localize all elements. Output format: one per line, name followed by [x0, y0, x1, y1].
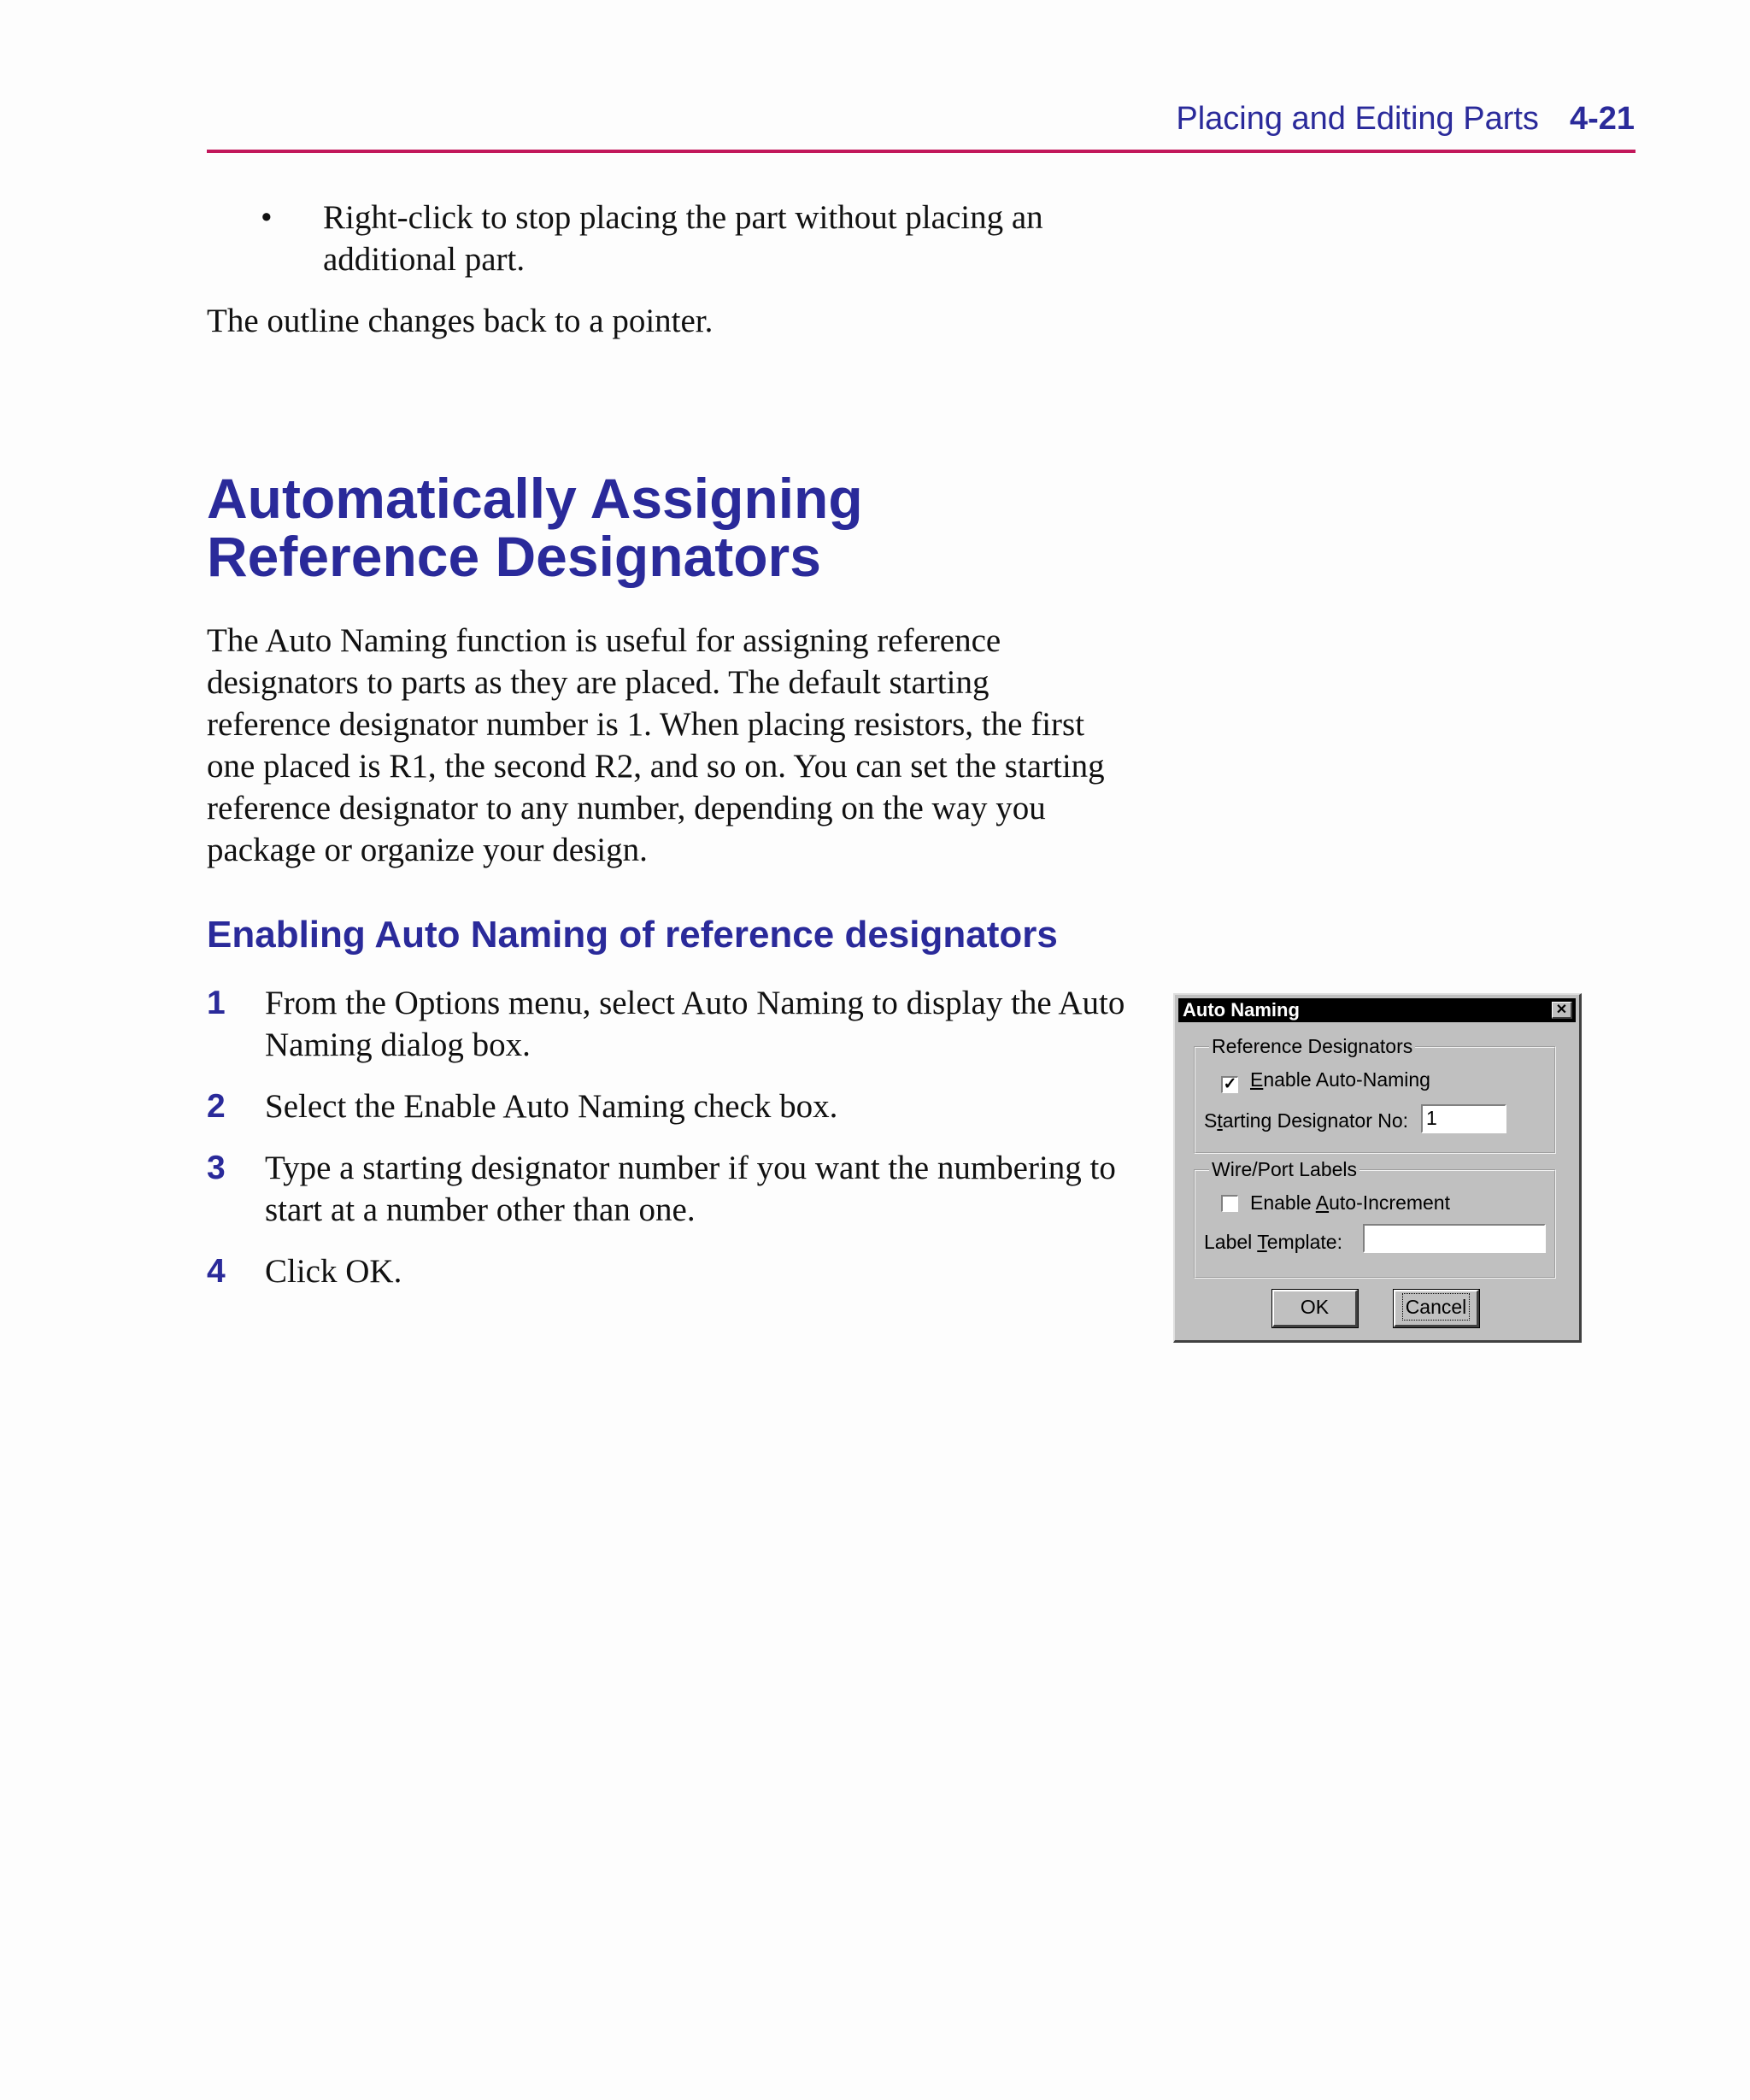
outline-paragraph: The outline changes back to a pointer. — [207, 303, 714, 339]
dialog-title: Auto Naming — [1183, 999, 1300, 1021]
step-number: 1 — [207, 985, 226, 1021]
label-template-input[interactable] — [1363, 1224, 1546, 1253]
section-title: Placing and Editing Parts — [1176, 101, 1539, 137]
checkbox-label: Enable Auto-Naming — [1250, 1068, 1430, 1091]
bullet-text: Right-click to stop placing the part without placing an additional part. — [323, 199, 1043, 278]
enable-auto-increment-checkbox[interactable] — [1221, 1195, 1238, 1212]
auto-naming-dialog — [1173, 993, 1582, 1343]
section-heading: Automatically Assigning Reference Designators — [207, 467, 863, 588]
enable-auto-naming-checkbox[interactable]: ✓ — [1221, 1076, 1238, 1093]
enable-auto-increment-row[interactable] — [1221, 1191, 1450, 1215]
label-template-label: Label Template: — [1204, 1231, 1342, 1253]
dialog-titlebar[interactable] — [1178, 998, 1576, 1022]
group-legend: Reference Designators — [1209, 1035, 1415, 1058]
close-icon[interactable]: ✕ — [1552, 1002, 1572, 1019]
step-text: Click OK. — [265, 1253, 402, 1290]
bullet-icon: • — [261, 199, 273, 236]
step-text: Type a starting designator number if you want the numbering to start at a number other than one. — [265, 1150, 1116, 1228]
cancel-button-label: Cancel — [1402, 1293, 1471, 1321]
reference-designators-group — [1194, 1035, 1556, 1154]
step-text: Select the Enable Auto Naming check box. — [265, 1088, 838, 1125]
step-number: 2 — [207, 1088, 226, 1125]
step-text: From the Options menu, select Auto Naming to display the Auto Naming dialog box. — [265, 985, 1125, 1063]
group-legend: Wire/Port Labels — [1209, 1158, 1359, 1181]
starting-designator-input[interactable]: 1 — [1421, 1104, 1506, 1133]
wire-port-labels-group — [1194, 1158, 1556, 1279]
subsection-heading: Enabling Auto Naming of reference designators — [207, 914, 1058, 956]
starting-designator-label: Starting Designator No: — [1204, 1109, 1409, 1132]
checkbox-label: Enable Auto-Increment — [1250, 1191, 1450, 1214]
enable-auto-naming-row[interactable] — [1221, 1068, 1430, 1093]
step-number: 3 — [207, 1150, 226, 1186]
cancel-button[interactable] — [1394, 1290, 1479, 1327]
ok-button[interactable]: OK — [1272, 1290, 1358, 1327]
step-number: 4 — [207, 1253, 226, 1290]
intro-paragraph: The Auto Naming function is useful for assigning reference designators to parts as they are placed. The default starting reference designator number is 1. When placing resistors, the first one placed is R1, the second R2, and so on. You can set the starting reference designator to any number, depending on the way you package or organize your design. — [207, 622, 1105, 868]
running-header — [1176, 101, 1635, 138]
header-rule — [207, 150, 1635, 153]
page-number: 4-21 — [1569, 101, 1635, 137]
